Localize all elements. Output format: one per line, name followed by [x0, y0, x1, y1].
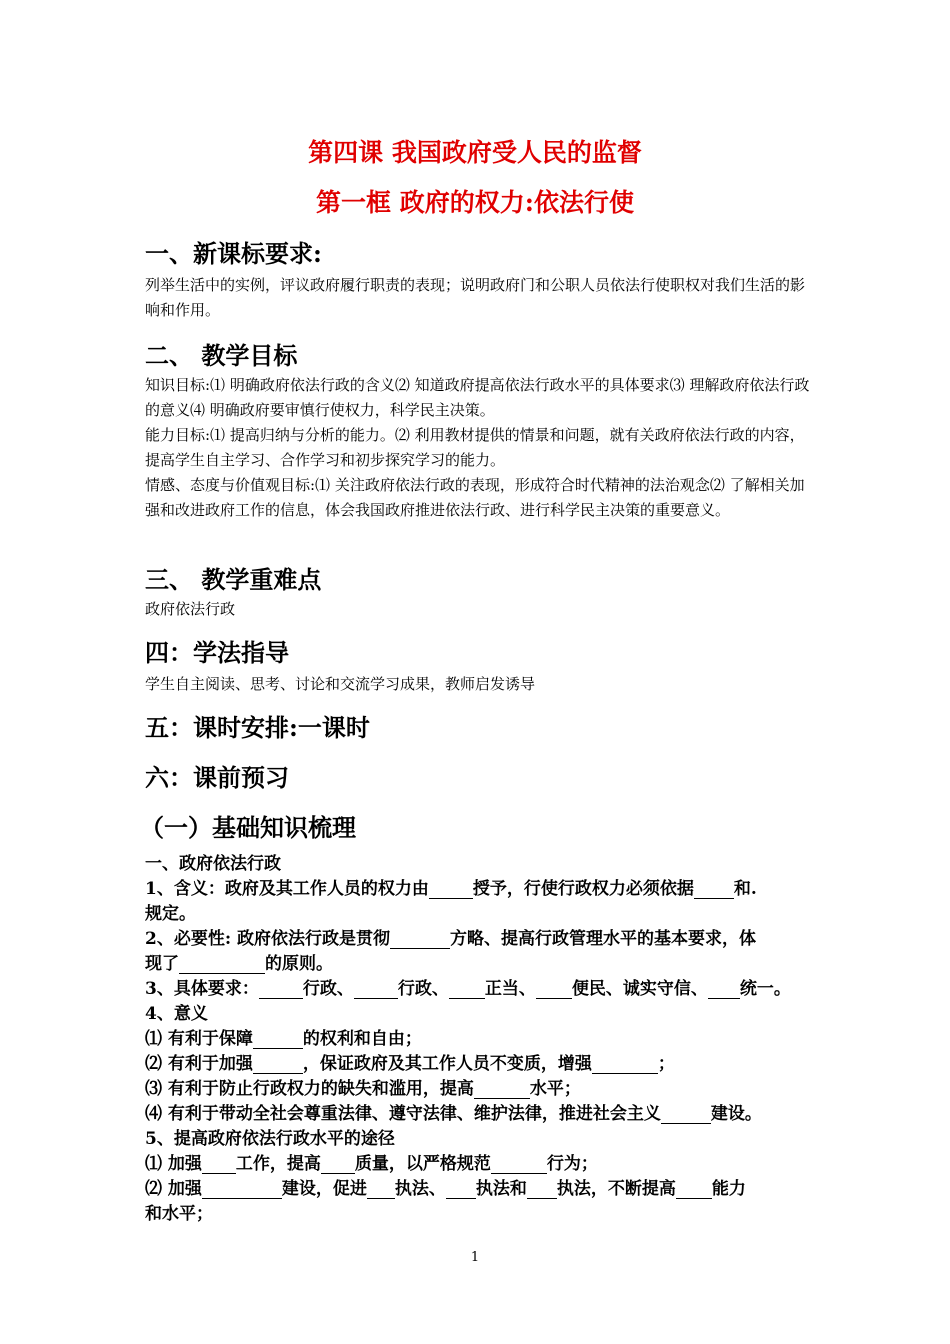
q-line-12: 5、提高政府依法行政水平的途径	[145, 1129, 395, 1149]
blank-field[interactable]	[694, 881, 734, 899]
ability-objective: 能力目标:⑴ 提高归纳与分析的能力。⑵ 利用教材提供的情景和问题，就有关政府依法行政的内容，提高学生自主学习、合作学习和初步探究学习的能力。	[145, 426, 805, 469]
q-line-2: 1、含义：政府及其工作人员的权力由 授予，行使行政权力必须依据 和.	[145, 879, 757, 899]
blank-field[interactable]	[253, 1031, 303, 1049]
knowledge-objective: 知识目标:⑴ 明确政府依法行政的含义⑵ 知道政府提高依法行政水平的具体要求⑶ 理解政府依法行政的意义⑷ 明确政府要审慎行使权力，科学民主决策。	[145, 376, 810, 419]
blank-field[interactable]	[202, 1181, 282, 1199]
q-line-6: 3、具体要求： 行政、 行政、 正当、 便民、诚实守信、 统一。	[145, 979, 791, 999]
blank-field[interactable]	[592, 1056, 658, 1074]
emotion-objective: 情感、态度与价值观目标:⑴ 关注政府依法行政的表现，形成符合时代精神的法治观念⑵ 了解相关加强和改进政府工作的信息，体会我国政府推进依法行政、进行科学民主决策的重要意义。	[145, 476, 805, 519]
q-line-11: ⑷ 有利于带动全社会尊重法律、遵守法律、维护法律，推进社会主义 建设。	[145, 1104, 762, 1124]
q-line-10: ⑶ 有利于防止行政权力的缺失和滥用，提高 水平；	[145, 1079, 581, 1099]
q-line-14: ⑵ 加强 建设，促进 执法、 执法和 执法，不断提高 能力	[145, 1179, 746, 1199]
section-title: 第一框 政府的权力:依法行使	[316, 188, 634, 217]
heading-key-points: 三、 教学重难点	[145, 565, 322, 594]
blank-field[interactable]	[527, 1181, 557, 1199]
q-line-7: 4、意义	[145, 1004, 208, 1024]
heading-preview: 六：课前预习	[145, 763, 289, 792]
blank-field[interactable]	[321, 1156, 355, 1174]
heading-basic-knowledge: （一）基础知识梳理	[140, 813, 356, 842]
blank-field[interactable]	[676, 1181, 712, 1199]
lesson-title: 第四课 我国政府受人民的监督	[308, 138, 642, 167]
heading-schedule: 五：课时安排:一课时	[145, 713, 370, 742]
blank-field[interactable]	[429, 881, 473, 899]
blank-field[interactable]	[202, 1156, 236, 1174]
blank-field[interactable]	[536, 981, 572, 999]
curriculum-text: 列举生活中的实例，评议政府履行职责的表现；说明政府门和公职人员依法行使职权对我们生活的影响和作用。	[145, 276, 806, 319]
blank-field[interactable]	[367, 1181, 395, 1199]
heading-curriculum: 一、新课标要求:	[145, 239, 322, 268]
blank-field[interactable]	[179, 956, 265, 974]
blank-field[interactable]	[253, 1056, 303, 1074]
q-line-8: ⑴ 有利于保障 的权利和自由；	[145, 1029, 422, 1049]
blank-field[interactable]	[354, 981, 398, 999]
q-line-5: 现了 的原则。	[145, 954, 333, 974]
key-points-text: 政府依法行政	[145, 600, 236, 618]
q-line-1: 一、政府依法行政	[145, 854, 281, 874]
blank-field[interactable]	[390, 931, 450, 949]
blank-field[interactable]	[259, 981, 303, 999]
blank-field[interactable]	[449, 981, 485, 999]
page-number: 1	[470, 1250, 480, 1265]
q-line-4: 2、必要性: 政府依法行政是贯彻 方略、提高行政管理水平的基本要求，体	[145, 929, 757, 949]
q-line-13: ⑴ 加强 工作，提高 质量，以严格规范 行为；	[145, 1154, 598, 1174]
blank-field[interactable]	[661, 1106, 711, 1124]
heading-study-method: 四：学法指导	[145, 638, 289, 667]
blank-field[interactable]	[708, 981, 740, 999]
blank-field[interactable]	[446, 1181, 476, 1199]
q-line-3: 规定。	[145, 904, 196, 924]
blank-field[interactable]	[491, 1156, 547, 1174]
q-line-9: ⑵ 有利于加强 ，保证政府及其工作人员不变质，增强 ；	[145, 1054, 675, 1074]
study-method-text: 学生自主阅读、思考、讨论和交流学习成果，教师启发诱导	[145, 675, 536, 693]
blank-field[interactable]	[474, 1081, 530, 1099]
q-line-15: 和水平；	[145, 1204, 213, 1224]
heading-objectives: 二、 教学目标	[145, 341, 298, 370]
